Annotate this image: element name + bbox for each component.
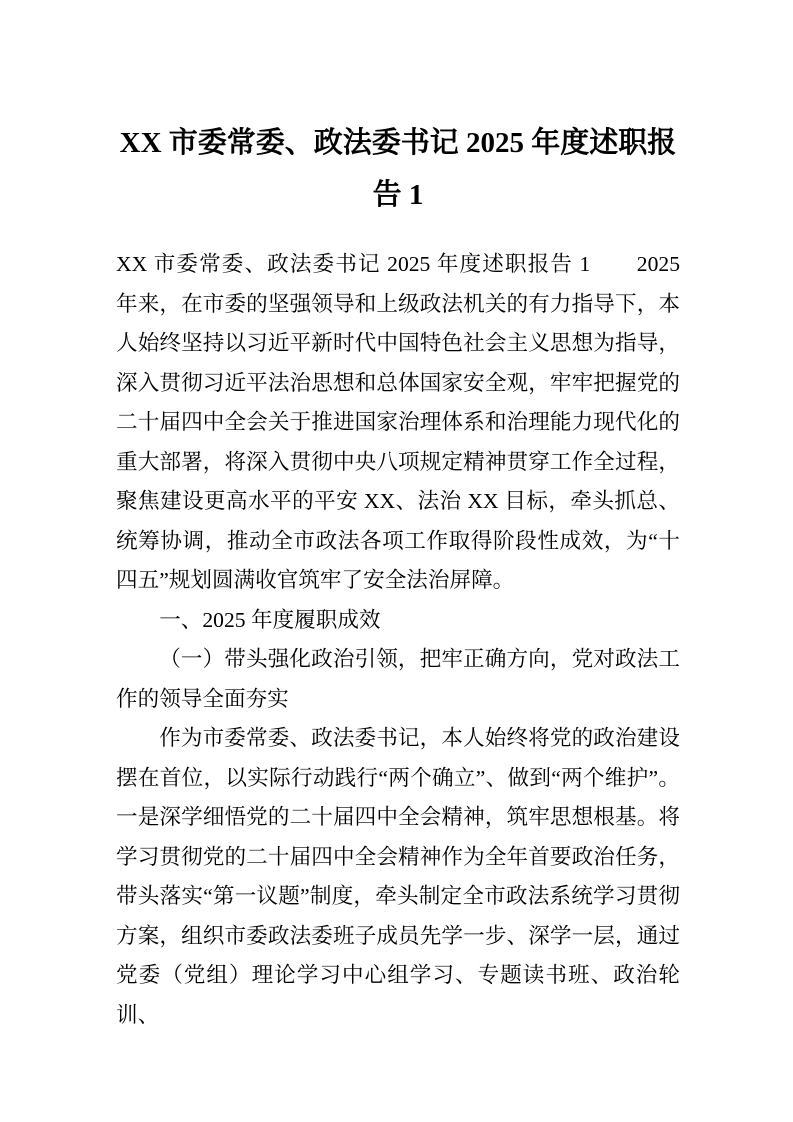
- document-title: XX 市委常委、政法委书记 2025 年度述职报告 1: [119, 127, 677, 211]
- paragraph-body: 作为市委常委、政法委书记，本人始终将党的政治建设摆在首位，以实际行动践行“两个确立”、做到“两个维护”。一是深学细悟党的二十届四中全会精神，筑牢思想根基。将学习贯彻党的二十届四中全会精神作为全年首要政治任务，带头落实“第一议题”制度，牵头制定全市政法系统学习贯彻方案，组织市委政法委班子成员先学一步、深学一层，通过党委（党组）理论学习中心组学习、专题读书班、政治轮训、: [116, 726, 680, 1027]
- document-content: [116, 0, 680, 1035]
- paragraph-subsection-heading: （一）带头强化政治引领，把牢正确方向，党对政法工作的领导全面夯实: [116, 647, 680, 711]
- paragraph-section-heading: 一、2025 年度履职成效: [159, 607, 381, 632]
- document-body: [116, 245, 680, 1035]
- paragraph-intro: XX 市委常委、政法委书记 2025 年度述职报告 1 2025 年来，在市委的坚强领导和上级政法机关的有力指导下，本人始终坚持以习近平新时代中国特色社会主义思想为指导，深入贯彻习近平法治思想和总体国家安全观，牢牢把握党的二十届四中全会关于推进国家治理体系和治理能力现代化的重大部署，将深入贯彻中央八项规定精神贯穿工作全过程，聚焦建设更高水平的平安 XX、法治 XX 目标，牵头抓总、统筹协调，推动全市政法各项工作取得阶段性成效，为“十四五”规划圆满收官筑牢了安全法治屏障。: [116, 252, 680, 592]
